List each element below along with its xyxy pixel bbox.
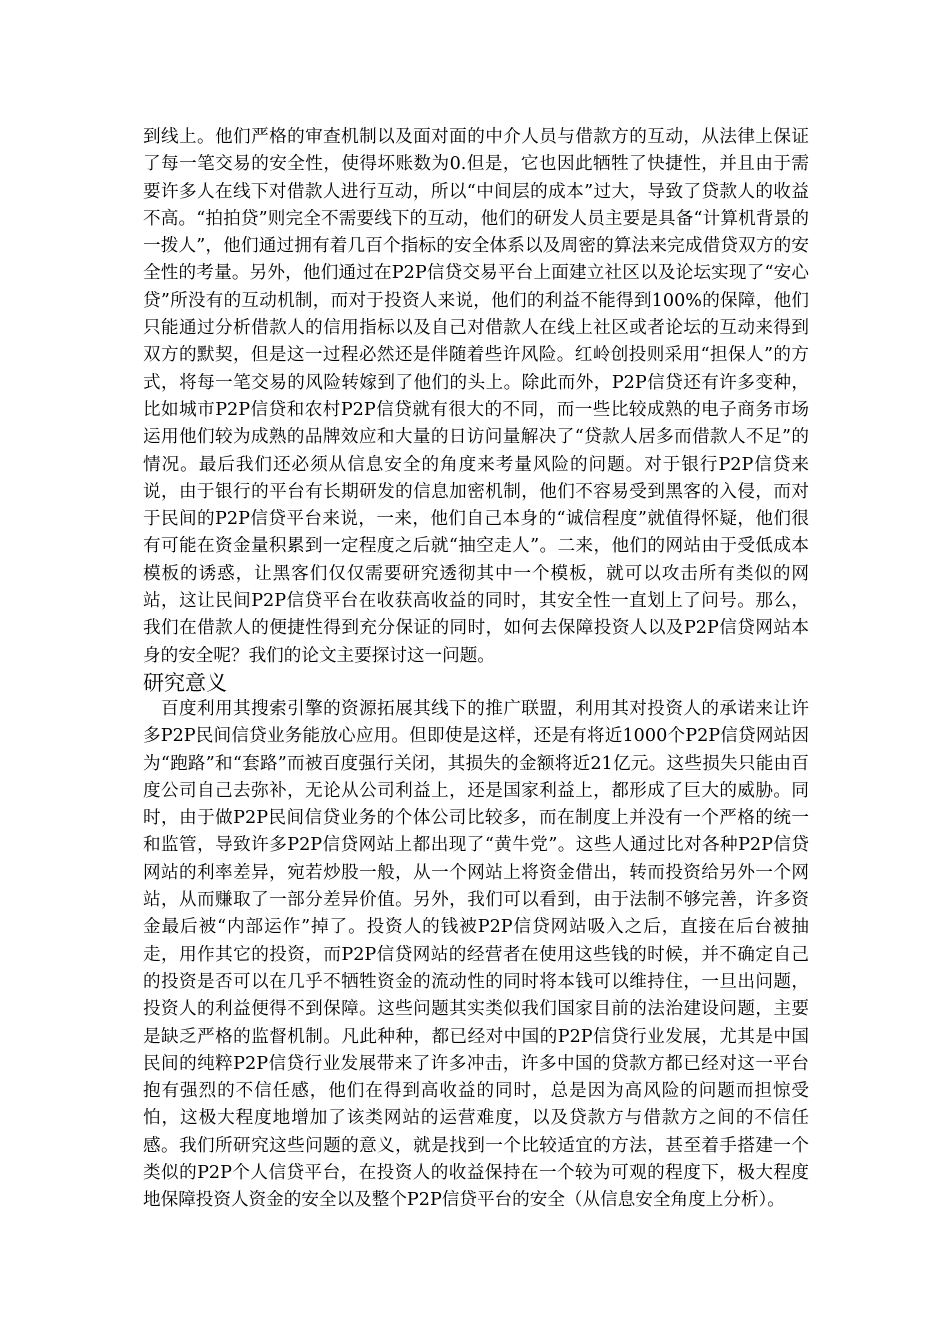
body-paragraph-continued: 到线上。他们严格的审查机制以及面对面的中介人员与借款方的互动，从法律上保证了每一笔交易的安全性，使得坏账数为0.但是，它也因此牺牲了快捷性，并且由于需要许多人在线下对借款人进行互动，所以“中间层的成本”过大，导致了贷款人的收益不高。“拍拍贷”则完全不需要线下的互动，他们的研发人员主要是具备“计算机背景的一拨人”，他们通过拥有着几百个指标的安全体系以及周密的算法来完成借贷双方的安全性的考量。另外，他们通过在P2P信贷交易平台上面建立社区以及论坛实现了“安心贷”所没有的互动机制，而对于投资人来说，他们的利益不能得到100%的保障，他们只能通过分析借款人的信用指标以及自己对借款人在线上社区或者论坛的互动来得到双方的默契，但是这一过程必然还是伴随着些许风险。红岭创投则采用“担保人”的方式，将每一笔交易的风险转嫁到了他们的头上。除此而外，P2P信贷还有许多变种，比如城市P2P信贷和农村P2P信贷就有很大的不同，而一些比较成熟的电子商务市场运用他们较为成熟的品牌效应和大量的日访问量解决了“贷款人居多而借款人不足”的情况。最后我们还必须从信息安全的角度来考量风险的问题。对于银行P2P信贷来说，由于银行的平台有长期研发的信息加密机制，他们不容易受到黑客的入侵，而对于民间的P2P信贷平台来说，一来，他们自己本身的“诚信程度”就值得怀疑，他们很有可能在资金量积累到一定程度之后就“抽空走人”。二来，他们的网站由于受低成本模板的诱惑，让黑客们仅仅需要研究透彻其中一个模板，就可以攻击所有类似的网站，这让民间P2P信贷平台在收获高收益的同时，其安全性一直划上了问号。那么，我们在借款人的便捷性得到充分保证的同时，如何去保障投资人以及P2P信贷网站本身的安全呢？我们的论文主要探讨这一问题。 xyxy=(143,127,809,666)
body-paragraph-significance: 百度利用其搜索引擎的资源拓展其线下的推广联盟，利用其对投资人的承诺来让许多P2P民间信贷业务能放心应用。但即使是这样，还是有将近1000个P2P信贷网站因为“跑路”和“套路”而被百度强行关闭，其损失的金额将近21亿元。这些损失只能由百度公司自己去弥补，无论从公司利益上，还是国家利益上，都形成了巨大的威胁。同时，由于做P2P民间信贷业务的个体公司比较多，而在制度上并没有一个严格的统一和监管，导致许多P2P信贷网站上都出现了“黄牛党”。这些人通过比对各种P2P信贷网站的利率差异，宛若炒股一般，从一个网站上将资金借出，转而投资给另外一个网站，从而赚取了一部分差异价值。另外，我们可以看到，由于法制不够完善，许多资金最后被“内部运作”掉了。投资人的钱被P2P信贷网站吸入之后，直接在后台被抽走，用作其它的投资，而P2P信贷网站的经营者在使用这些钱的时候，并不确定自己的投资是否可以在几乎不牺牲资金的流动性的同时将本钱可以维持住，一旦出问题，投资人的利益便得不到保障。这些问题其实类似我们国家目前的法治建设问题，主要是缺乏严格的监督机制。凡此种种，都已经对中国的P2P信贷行业发展，尤其是中国民间的纯粹P2P信贷行业发展带来了许多冲击，许多中国的贷款方都已经对这一平台抱有强烈的不信任感，他们在得到高收益的同时，总是因为高风险的问题而担惊受怕，这极大程度地增加了该类网站的运营难度，以及贷款方与借款方之间的不信任感。我们所研究这些问题的意义，就是找到一个比较适宜的方法，甚至着手搭建一个类似的P2P个人信贷平台，在投资人的收益保持在一个较为可观的程度下，极大程度地保障投资人资金的安全以及整个P2P信贷平台的安全（从信息安全角度上分析）。 xyxy=(143,699,809,1211)
section-heading: 研究意义 xyxy=(143,671,227,695)
